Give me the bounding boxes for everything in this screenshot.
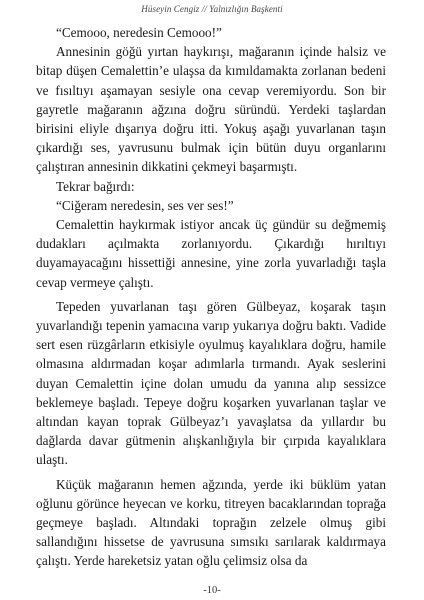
paragraph: “Ciğeram neredesin, ses ver ses!” xyxy=(56,197,234,213)
paragraph: Tekrar bağırdı: xyxy=(56,178,135,194)
paragraph: Küçük mağaranın hemen ağzında, yerde iki büklüm yatan oğlunu görünce heyecan ve korku, titreyen bacaklarından toprağa geçmeye başladı. Altındaki toprağın zelzele olmuş gibi sallandığını hissetse de yavrusuna sımsıkı sarılarak kaldırmaya çalıştı. Yerde hareketsiz yatan oğlu çelimsiz olsa da xyxy=(36,476,386,569)
running-header: Hüseyin Cengiz // Yalnızlığın Başkenti xyxy=(141,4,283,14)
paragraph: “Cemooo, neredesin Cemooo!” xyxy=(56,25,222,40)
paragraph: Cemalettin haykırmak istiyor ancak üç gündür su değmemiş dudakları açılmakta zorlanıyordu. Çıkardığı hırıltıyı duyamayacağını hissettiği annesine, yine zorla yuvarladığı taşla cevap vermeye çalıştı. xyxy=(36,217,386,290)
paragraph: Annesinin göğü yırtan haykırışı, mağaranın içinde halsiz ve bitap düşen Cemalettin’e ulaşsa da kımıldamakta zorlanan bedeni ve fısıltıyı aşamayan sesiyle ona cevap veremiyordu. Son bir gayretle mağaranın ağzına doğru süründü. Yerdeki taşlardan birisini eliyle dışarıya doğru itti. Yokuş aşağı yuvarlanan taşın çıkardığı ses, yavrusunu bulmak için bütün duyu organlarını çalıştıran annesinin dikkatini çekmeyi başarmıştı. xyxy=(36,44,386,175)
page-number: -10- xyxy=(203,585,221,596)
body-text xyxy=(36,23,386,571)
paragraph: Tepeden yuvarlanan taşı gören Gülbeyaz, koşarak taşın yuvarlandığı tepenin yamacına varıp yukarıya doğru baktı. Vadide sert esen rüzgârların etkisiyle oyulmuş kayalıklara doğru, hamile olmasına aldırmadan koşar adımlarla tırmandı. Ayak seslerini duyan Cemalettin içine dolan umudu da yanına alıp sessizce beklemeye başladı. Tepeye doğru koşarken yuvarlanan taşlar ve altından kayan toprak Gülbeyaz’ı yavaşlatsa da yıllardır bu dağlarda davar gütmenin alışkanlığıyla bir çırpıda kayalıklara ulaştı. xyxy=(36,298,386,468)
